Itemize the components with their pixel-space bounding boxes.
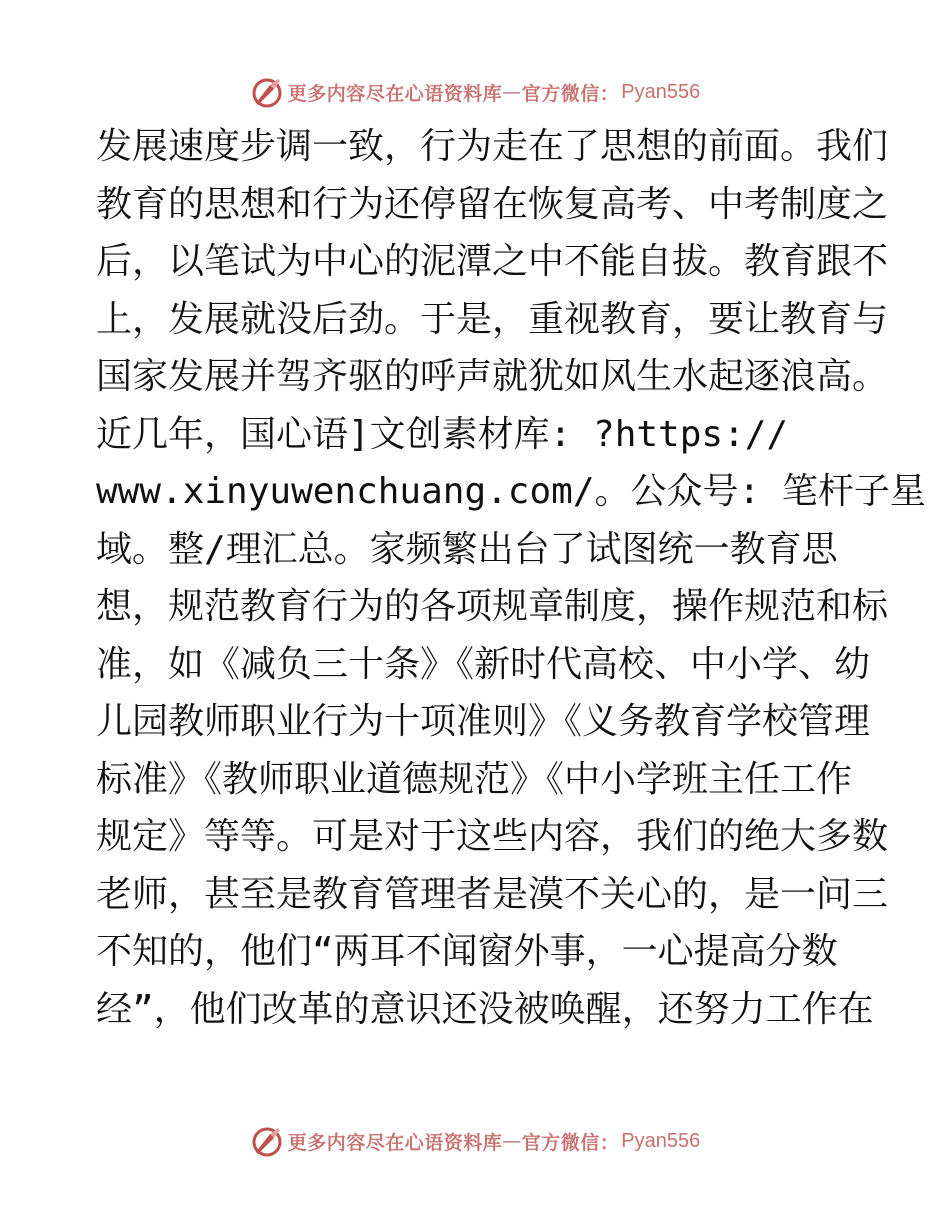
footer-banner [0,1121,950,1161]
banner-separator: — [502,1130,522,1152]
body-line: 老师，甚至是教育管理者是漠不关心的，是一问三 [96,873,889,915]
body-line: 国家发展并驾齐驱的呼声就犹如风生水起逐浪高。 [96,356,889,397]
pen-nib-logo-icon [250,1124,284,1158]
banner-contact-id: Pyan556 [621,1129,701,1152]
body-line: 标准》《教师职业道德规范》《中小学班主任工作 [96,758,853,800]
body-line: 经”，他们改革的意识还没被唤醒，还努力工作在 [96,988,874,1030]
header-banner [0,72,950,112]
body-line: 不知的，他们“两耳不闻窗外事，一心提高分数 [96,931,838,972]
body-line: 教育的思想和行为还停留在恢复高考、中考制度之 [96,183,889,225]
body-line: 上，发展就没后劲。于是，重视教育，要让教育与 [96,298,889,340]
banner-contact-id: Pyan556 [621,80,701,103]
body-line: 儿园教师职业行为十项准则》《义务教育学校管理 [96,701,871,742]
body-line: 准，如《减负三十条》《新时代高校、中小学、幼 [96,643,871,685]
banner-slogan: 更多内容尽在心语资料库 [287,82,503,105]
body-line: 后，以笔试为中心的泥潭之中不能自拔。教育跟不 [96,241,889,282]
document-body [96,118,926,1038]
body-line: 想，规范教育行为的各项规章制度，操作规范和标 [96,586,889,627]
banner-slogan: 更多内容尽在心语资料库 [287,1131,503,1154]
body-line: 域。整/理汇总。家频繁出台了试图统一教育思 [96,528,838,570]
body-line: 发展速度步调一致，行为走在了思想的前面。我们 [96,126,889,167]
banner-contact-label: 官方微信： [521,82,620,105]
banner-contact-label: 官方微信： [521,1131,620,1154]
body-line: www.xinyuwenchuang.com/。公众号: 笔杆子星 [96,471,926,512]
body-line: 规定》等等。可是对于这些内容，我们的绝大多数 [96,816,889,857]
banner-separator: — [502,81,522,103]
pen-nib-logo-icon [250,75,284,109]
body-line: 近几年，国心语]文创素材库: ?https:// [96,413,789,455]
